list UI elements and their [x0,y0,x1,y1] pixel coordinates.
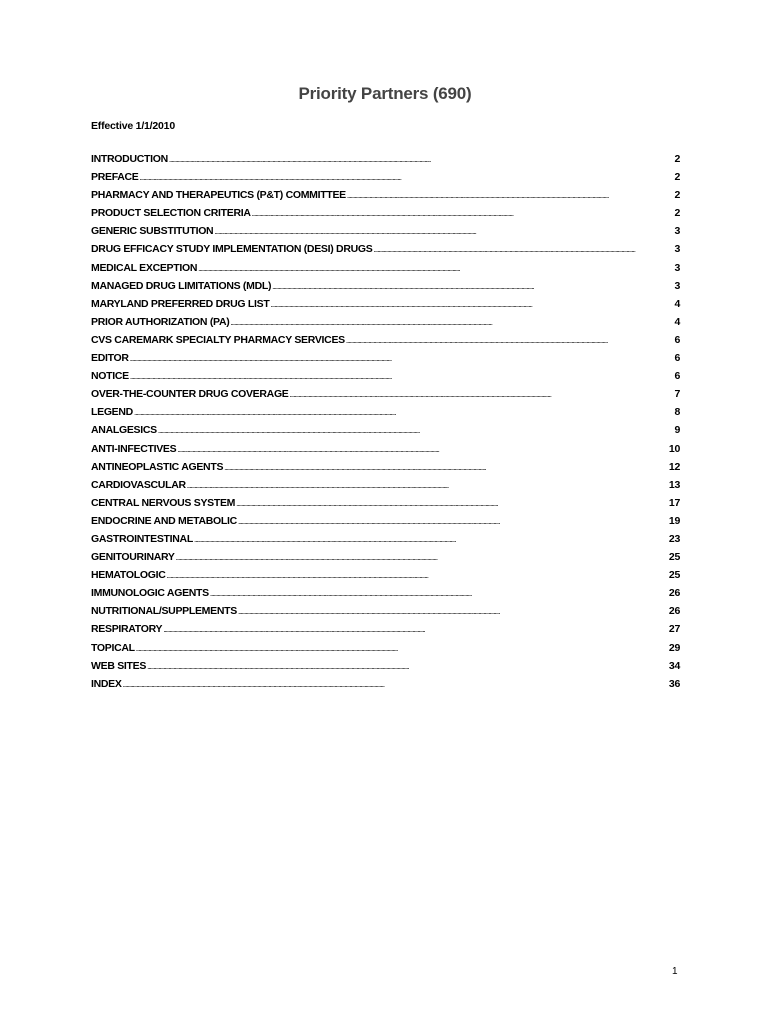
toc-leader [270,295,673,314]
toc-page: 8 [674,406,680,419]
toc-leader [346,331,674,350]
toc-entry-cvs-specialty[interactable] [91,331,680,349]
toc-leader [224,458,668,477]
toc-leader [177,440,668,459]
toc-leader [136,639,668,658]
toc-page: 4 [674,297,680,310]
toc-leader [147,657,668,676]
toc-leader [130,367,674,386]
toc-entry-legend[interactable] [91,403,680,421]
toc-leader [214,222,673,241]
toc-page: 25 [668,569,680,582]
toc-label: ANTI-INFECTIVES [91,442,177,455]
toc-leader [123,675,668,694]
toc-entry-respiratory[interactable] [91,620,680,638]
toc-page: 34 [668,659,680,672]
toc-leader [187,476,668,495]
toc-label: INDEX [91,677,122,690]
toc-entry-medical-exception[interactable] [91,259,680,277]
toc-entry-desi-drugs[interactable] [91,240,680,258]
toc-page: 6 [674,352,680,365]
toc-label: ANALGESICS [91,424,157,437]
toc-entry-index[interactable] [91,675,680,693]
toc-page: 3 [674,261,680,274]
toc-label: GENERIC SUBSTITUTION [91,225,214,238]
toc-leader [130,349,674,368]
toc-entry-notice[interactable] [91,367,680,385]
toc-label: PHARMACY AND THERAPEUTICS (P&T) COMMITTEE [91,189,346,202]
toc-leader [230,313,673,332]
toc-page: 7 [674,388,680,401]
toc-page: 29 [668,641,680,654]
toc-leader [236,494,668,513]
toc-page: 23 [668,532,680,545]
toc-page: 3 [674,243,680,256]
toc-entry-generic-substitution[interactable] [91,222,680,240]
toc-entry-otc-coverage[interactable] [91,385,680,403]
toc-entry-genitourinary[interactable] [91,548,680,566]
toc-entry-endocrine[interactable] [91,512,680,530]
page-number: 1 [672,966,678,977]
table-of-contents [91,150,680,693]
toc-label: LEGEND [91,406,133,419]
toc-label: CARDIOVASCULAR [91,478,186,491]
toc-page: 9 [674,424,680,437]
toc-leader [140,168,674,187]
toc-entry-web-sites[interactable] [91,657,680,675]
toc-label: PRIOR AUTHORIZATION (PA) [91,315,230,328]
toc-entry-editor[interactable] [91,349,680,367]
toc-page: 10 [668,442,680,455]
toc-label: NUTRITIONAL/SUPPLEMENTS [91,605,237,618]
toc-entry-hematologic[interactable] [91,566,680,584]
toc-label: PRODUCT SELECTION CRITERIA [91,207,251,220]
toc-label: RESPIRATORY [91,623,163,636]
toc-entry-mdl[interactable] [91,277,680,295]
toc-page: 26 [668,587,680,600]
toc-entry-analgesics[interactable] [91,421,680,439]
toc-entry-preface[interactable] [91,168,680,186]
toc-page: 3 [674,279,680,292]
toc-page: 2 [674,207,680,220]
toc-page: 4 [674,315,680,328]
toc-label: CVS CAREMARK SPECIALTY PHARMACY SERVICES [91,333,345,346]
toc-leader [158,421,674,440]
toc-entry-antineoplastic[interactable] [91,458,680,476]
toc-entry-anti-infectives[interactable] [91,440,680,458]
toc-label: IMMUNOLOGIC AGENTS [91,587,209,600]
toc-leader [198,259,673,278]
toc-entry-gastrointestinal[interactable] [91,530,680,548]
toc-leader [238,512,668,531]
toc-label: INTRODUCTION [91,153,168,165]
toc-label: TOPICAL [91,641,135,654]
toc-leader [347,186,674,205]
toc-leader [272,277,673,296]
toc-leader [373,240,673,259]
toc-label: EDITOR [91,352,129,365]
toc-page: 3 [674,225,680,238]
toc-entry-topical[interactable] [91,639,680,657]
toc-page: 17 [668,496,680,509]
toc-leader [210,584,668,603]
toc-page: 6 [674,370,680,383]
toc-entry-product-selection[interactable] [91,204,680,222]
document-title: Priority Partners (690) [298,84,472,103]
toc-entry-maryland-pdl[interactable] [91,295,680,313]
toc-label: MANAGED DRUG LIMITATIONS (MDL) [91,279,272,292]
toc-label: PREFACE [91,171,139,184]
toc-leader [194,530,668,549]
toc-page: 6 [674,333,680,346]
toc-leader [238,602,668,621]
toc-entry-introduction[interactable] [91,150,680,168]
toc-label: MEDICAL EXCEPTION [91,261,198,274]
toc-entry-nutritional[interactable] [91,602,680,620]
toc-label: WEB SITES [91,659,147,672]
toc-label: MARYLAND PREFERRED DRUG LIST [91,297,270,310]
effective-date: Effective 1/1/2010 [91,120,175,132]
toc-page: 25 [668,551,680,564]
toc-page: 2 [674,189,680,202]
toc-label: GENITOURINARY [91,551,175,564]
toc-label: ENDOCRINE AND METABOLIC [91,514,237,527]
toc-label: HEMATOLOGIC [91,569,166,582]
toc-entry-cardiovascular[interactable] [91,476,680,494]
toc-leader [166,566,667,585]
toc-leader [290,385,674,404]
toc-label: OVER-THE-COUNTER DRUG COVERAGE [91,388,289,401]
toc-leader [176,548,668,567]
toc-label: GASTROINTESTINAL [91,532,193,545]
toc-leader [163,620,668,639]
toc-entry-cns[interactable] [91,494,680,512]
toc-page: 19 [668,514,680,527]
toc-leader [252,204,674,223]
toc-page: 36 [668,677,680,690]
toc-page: 12 [668,460,680,473]
toc-entry-prior-authorization[interactable] [91,313,680,331]
toc-page: 2 [674,171,680,184]
toc-label: CENTRAL NERVOUS SYSTEM [91,496,236,509]
toc-page: 13 [668,478,680,491]
toc-page: 2 [674,153,680,165]
toc-entry-pt-committee[interactable] [91,186,680,204]
toc-page: 26 [668,605,680,618]
toc-label: NOTICE [91,370,129,383]
toc-label: ANTINEOPLASTIC AGENTS [91,460,224,473]
toc-leader [134,403,673,422]
toc-leader [169,150,674,169]
toc-label: DRUG EFFICACY STUDY IMPLEMENTATION (DESI) DRUGS [91,243,373,256]
toc-page: 27 [668,623,680,636]
toc-entry-immunologic[interactable] [91,584,680,602]
